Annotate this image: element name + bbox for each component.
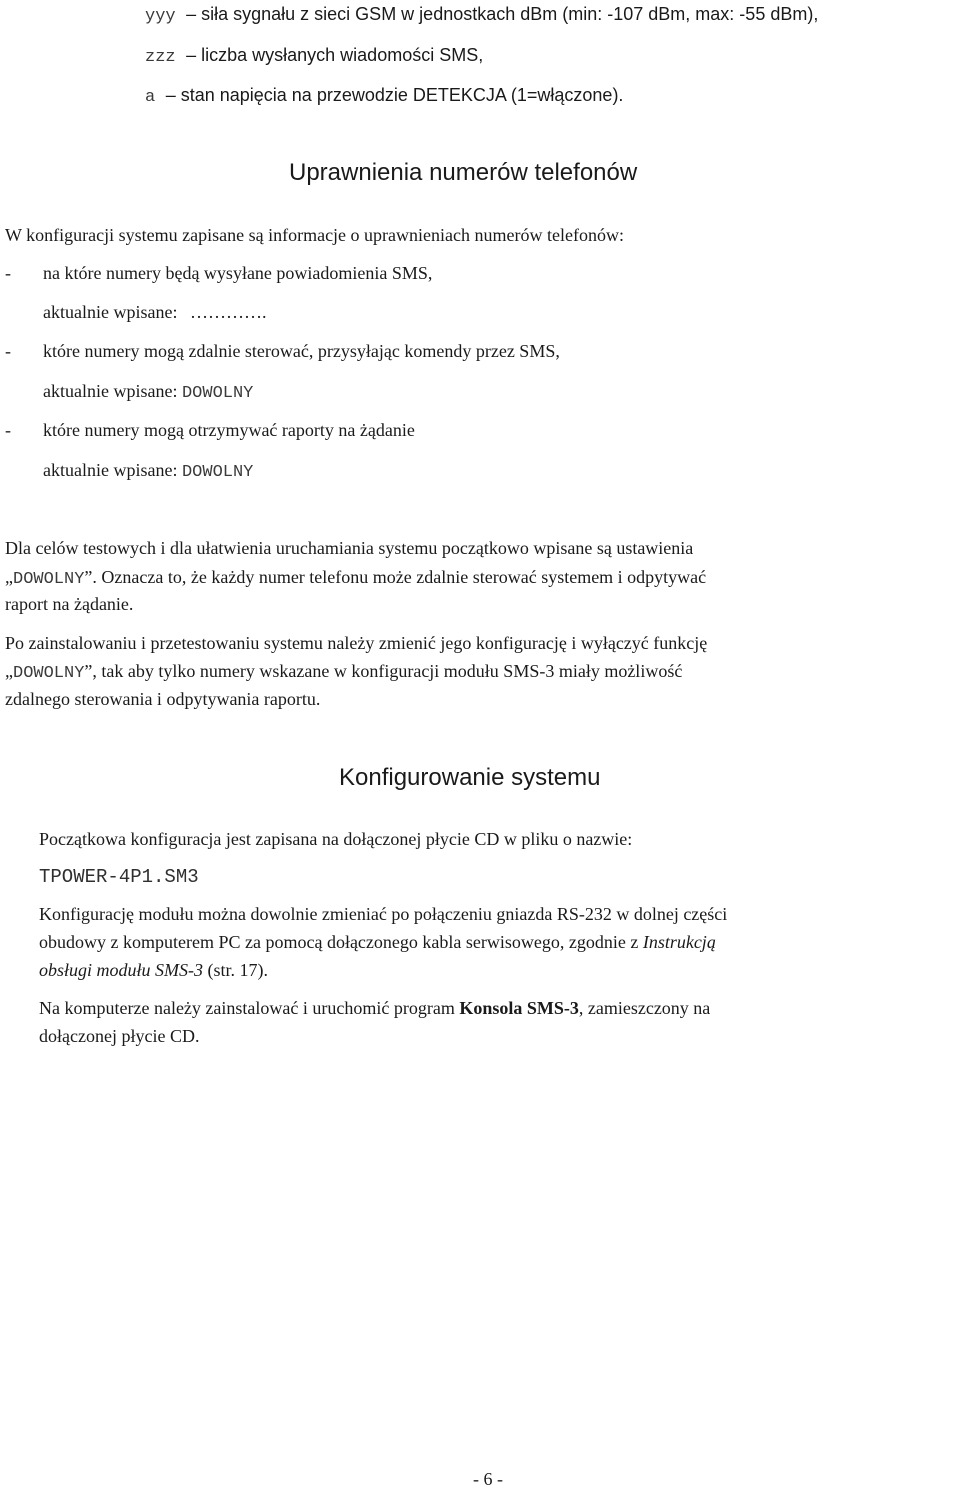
install-paragraph-line-1 [39, 997, 710, 1019]
legend-code: yyy [145, 7, 176, 26]
paragraph-text: ”, tak aby tylko numery wskazane w konfiguracji modułu SMS-3 miały możliwość [84, 661, 683, 681]
manual-reference: obsługi modułu SMS-3 [39, 960, 203, 980]
quote-open: „ [5, 567, 13, 587]
program-name: Konsola SMS-3 [459, 998, 579, 1018]
config-filename: TPOWER-4P1.SM3 [39, 866, 199, 888]
paragraph-text: obudowy z komputerem PC za pomocą dołączonego kabla serwisowego, zgodnie z [39, 932, 643, 952]
legend-line-zzz [145, 44, 483, 69]
paragraph-after-install-line-1: Po zainstalowaniu i przetestowaniu systemu należy zmienić jego konfigurację i wyłączyć funkcję [5, 633, 708, 653]
dowolny-keyword: DOWOLNY [13, 570, 85, 589]
manual-reference: Instrukcją [642, 932, 716, 952]
permission-current-2 [43, 380, 253, 405]
section-heading-permissions: Uprawnienia numerów telefonów [289, 159, 638, 186]
legend-code: zzz [145, 48, 176, 67]
current-label: aktualnie wpisane: [43, 302, 182, 322]
legend-text: – stan napięcia na przewodzie DETEKCJA (1=włączone). [165, 85, 624, 105]
quote-open: „ [5, 661, 13, 681]
section-heading-configuration: Konfigurowanie systemu [339, 764, 601, 791]
legend-line-a [145, 84, 623, 109]
list-dash: - [5, 420, 11, 440]
paragraph-text: ”. Oznacza to, że każdy numer telefonu może zdalnie sterować systemem i odpytywać [84, 567, 707, 587]
config-paragraph-line-2 [39, 931, 716, 953]
paragraph-test-settings-line-1: Dla celów testowych i dla ułatwienia uruchamiania systemu początkowo wpisane są ustawienia [5, 538, 694, 558]
paragraph-text: (str. 17). [203, 960, 268, 980]
current-label: aktualnie wpisane: [43, 460, 182, 480]
list-dash: - [5, 263, 11, 283]
legend-text: – liczba wysłanych wiadomości SMS, [186, 45, 484, 65]
dowolny-keyword: DOWOLNY [13, 664, 85, 683]
paragraph-text: Na komputerze należy zainstalować i uruchomić program [39, 998, 460, 1018]
current-value: …………. [189, 302, 267, 322]
permission-current-3 [43, 459, 253, 484]
current-label: aktualnie wpisane: [43, 381, 182, 401]
paragraph-after-install-line-2 [5, 660, 682, 685]
page-number: - 6 - [473, 1469, 503, 1489]
permission-item-remote-control [5, 340, 560, 362]
permission-text: które numery mogą zdalnie sterować, przysyłając komendy przez SMS, [43, 341, 560, 361]
list-dash: - [5, 341, 11, 361]
legend-line-yyy [145, 3, 818, 28]
permission-item-sms-notifications [5, 262, 432, 284]
permission-current-1 [43, 301, 266, 323]
legend-code: a [145, 88, 156, 107]
config-paragraph-line-3 [39, 959, 268, 981]
current-value: DOWOLNY [181, 384, 254, 403]
paragraph-after-install-line-3: zdalnego sterowania i odpytywania raportu. [5, 689, 321, 709]
install-paragraph-line-2: dołączonej płycie CD. [39, 1026, 200, 1046]
permission-text: które numery mogą otrzymywać raporty na żądanie [43, 420, 415, 440]
permission-text: na które numery będą wysyłane powiadomienia SMS, [43, 263, 433, 283]
paragraph-test-settings-line-2 [5, 566, 706, 591]
paragraph-text: , zamieszczony na [578, 998, 711, 1018]
paragraph-test-settings-line-3: raport na żądanie. [5, 594, 134, 614]
legend-text: – siła sygnału z sieci GSM w jednostkach dBm (min: -107 dBm, max: -55 dBm), [186, 4, 819, 24]
permissions-intro: W konfiguracji systemu zapisane są informacje o uprawnieniach numerów telefonów: [5, 225, 624, 245]
config-intro: Początkowa konfiguracja jest zapisana na dołączonej płycie CD w pliku o nazwie: [39, 829, 633, 849]
current-value: DOWOLNY [181, 463, 254, 482]
config-paragraph-line-1: Konfigurację modułu można dowolnie zmieniać po połączeniu gniazda RS-232 w dolnej części [39, 904, 728, 924]
permission-item-reports [5, 419, 415, 441]
